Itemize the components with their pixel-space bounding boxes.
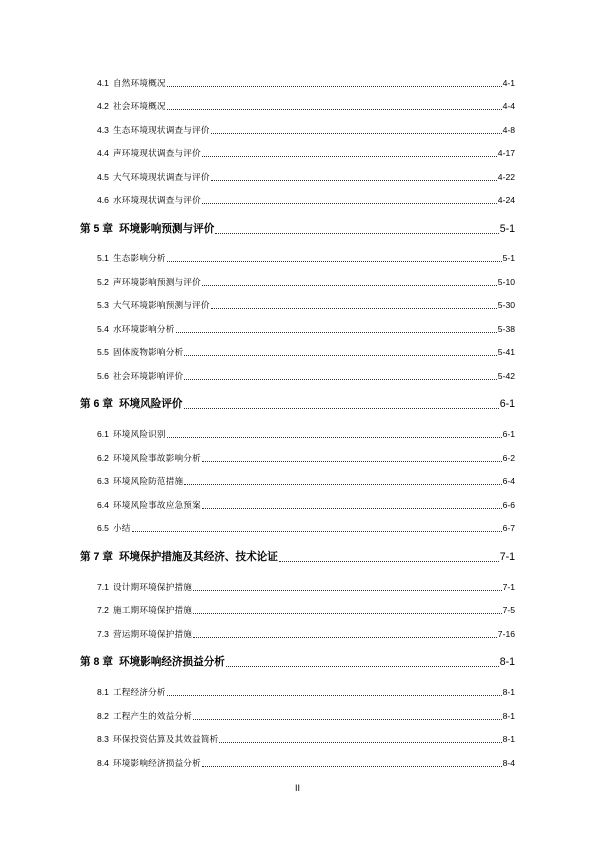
toc-entry-title: 声环境现状调查与评价 <box>112 149 201 159</box>
toc-entry[interactable] <box>97 733 515 745</box>
toc-dot-leader <box>193 583 501 593</box>
toc-entry-title: 营运期环境保护措施 <box>112 630 193 640</box>
toc-entry-page: 8-1 <box>502 687 515 697</box>
toc-entry-page: 7-5 <box>502 605 515 615</box>
toc-entry[interactable] <box>97 100 515 112</box>
toc-entry[interactable] <box>97 686 515 698</box>
toc-entry-page: 8-1 <box>502 734 515 744</box>
toc-chapter-page: 6-1 <box>499 398 515 410</box>
toc-entry-page: 5-1 <box>502 253 515 263</box>
toc-dot-leader <box>211 301 497 311</box>
toc-chapter-number: 第 5 章 <box>80 223 113 235</box>
toc-dot-leader <box>202 278 497 288</box>
toc-entry[interactable] <box>97 276 515 288</box>
toc-entry-page: 4-8 <box>502 125 515 135</box>
toc-chapter-title: 环境影响经济损益分析 <box>118 656 225 668</box>
toc-entry-title: 水环境现状调查与评价 <box>112 196 201 206</box>
toc-entry-title: 固体废物影响分析 <box>112 348 184 358</box>
toc-entry[interactable] <box>97 757 515 769</box>
toc-entry-number: 6.5 <box>97 523 109 533</box>
toc-entry-number: 5.4 <box>97 324 109 334</box>
toc-entry[interactable] <box>97 370 515 382</box>
toc-entry-page: 7-16 <box>497 629 515 639</box>
toc-entry-number: 6.2 <box>97 453 109 463</box>
toc-entry[interactable] <box>97 194 515 206</box>
toc-entry-number: 8.2 <box>97 711 109 721</box>
toc-entry-number: 8.1 <box>97 687 109 697</box>
toc-entry[interactable] <box>97 428 515 440</box>
toc-entry-number: 5.3 <box>97 300 109 310</box>
toc-entry[interactable] <box>97 299 515 311</box>
toc-chapter-title: 环境保护措施及其经济、技术论证 <box>118 551 278 563</box>
toc-entry[interactable] <box>97 499 515 511</box>
toc-entry[interactable] <box>97 475 515 487</box>
toc-dot-leader <box>202 759 502 769</box>
toc-entry-number: 4.2 <box>97 101 109 111</box>
toc-entry-number: 8.4 <box>97 758 109 768</box>
toc-entry-page: 5-41 <box>497 347 515 357</box>
toc-entry-page: 6-4 <box>502 476 515 486</box>
toc-dot-leader <box>219 735 501 745</box>
toc-entry-page: 8-1 <box>502 711 515 721</box>
toc-entry-page: 4-24 <box>497 195 515 205</box>
toc-entry-number: 4.6 <box>97 195 109 205</box>
toc-entry-title: 环境风险事故影响分析 <box>112 454 201 464</box>
toc-dot-leader <box>167 430 502 440</box>
toc-entry-title: 工程产生的效益分析 <box>112 712 193 722</box>
toc-entry-title: 生态影响分析 <box>112 254 166 264</box>
toc-entry-number: 6.4 <box>97 500 109 510</box>
toc-entry-number: 6.3 <box>97 476 109 486</box>
toc-entry-title: 小结 <box>112 524 131 534</box>
toc-entry-page: 4-22 <box>497 172 515 182</box>
toc-entry[interactable] <box>97 522 515 534</box>
toc-entry-title: 环保投资估算及其效益简析 <box>112 735 219 745</box>
toc-dot-leader <box>202 149 497 159</box>
toc-chapter-page: 7-1 <box>499 551 515 563</box>
toc-entry[interactable] <box>97 346 515 358</box>
toc-entry-title: 自然环境概况 <box>112 79 166 89</box>
toc-chapter-title: 环境风险评价 <box>118 398 183 410</box>
toc-entry[interactable] <box>97 452 515 464</box>
toc-dot-leader <box>211 126 502 136</box>
toc-entry-title: 环境风险事故应急预案 <box>112 501 201 511</box>
toc-dot-leader <box>132 524 502 534</box>
toc-entry-title: 社会环境影响评价 <box>112 372 184 382</box>
toc-dot-leader <box>184 348 496 358</box>
toc-entry-title: 施工期环境保护措施 <box>112 606 193 616</box>
toc-entry[interactable] <box>97 252 515 264</box>
toc-entry[interactable] <box>97 604 515 616</box>
toc-chapter-entry[interactable] <box>80 655 515 669</box>
toc-entry-title: 环境风险防范措施 <box>112 477 184 487</box>
toc-entry-page: 4-1 <box>502 78 515 88</box>
page-number-footer: II <box>294 783 300 793</box>
toc-dot-leader <box>202 196 497 206</box>
toc-dot-leader <box>202 501 502 511</box>
toc-entry-page: 6-6 <box>502 500 515 510</box>
toc-entry-page: 5-30 <box>497 300 515 310</box>
toc-chapter-number: 第 7 章 <box>80 551 113 563</box>
toc-dot-leader <box>167 102 502 112</box>
toc-chapter-number: 第 6 章 <box>80 398 113 410</box>
toc-entry[interactable] <box>97 710 515 722</box>
toc-entry[interactable] <box>97 323 515 335</box>
toc-chapter-title: 环境影响预测与评价 <box>118 223 215 235</box>
toc-chapter-page: 8-1 <box>499 656 515 668</box>
toc-dot-leader <box>202 454 502 464</box>
toc-entry[interactable] <box>97 77 515 89</box>
toc-dot-leader <box>176 325 497 335</box>
toc-entry[interactable] <box>97 628 515 640</box>
toc-entry-page: 7-1 <box>502 582 515 592</box>
toc-entry-number: 4.3 <box>97 125 109 135</box>
toc-entry-title: 水环境影响分析 <box>112 325 175 335</box>
toc-entry-title: 生态环境现状调查与评价 <box>112 126 210 136</box>
toc-entry-page: 6-1 <box>502 429 515 439</box>
toc-chapter-entry[interactable] <box>80 222 515 236</box>
toc-entry[interactable] <box>97 147 515 159</box>
toc-dot-leader <box>193 630 497 640</box>
toc-entry-number: 7.1 <box>97 582 109 592</box>
toc-dot-leader <box>211 173 497 183</box>
toc-entry-title: 工程经济分析 <box>112 688 166 698</box>
toc-dot-leader <box>215 224 498 236</box>
toc-dot-leader <box>167 254 502 264</box>
toc-dot-leader <box>184 399 499 411</box>
toc-entry-number: 5.1 <box>97 253 109 263</box>
toc-entry-page: 4-17 <box>497 148 515 158</box>
toc-entry-page: 6-2 <box>502 453 515 463</box>
toc-entry-page: 6-7 <box>502 523 515 533</box>
toc-dot-leader <box>279 552 499 564</box>
toc-entry-number: 7.2 <box>97 605 109 615</box>
toc-chapter-number: 第 8 章 <box>80 656 113 668</box>
toc-entry-title: 大气环境现状调查与评价 <box>112 173 210 183</box>
toc-entry-page: 5-38 <box>497 324 515 334</box>
toc-entry-title: 设计期环境保护措施 <box>112 583 193 593</box>
toc-entry[interactable] <box>97 124 515 136</box>
toc-dot-leader <box>226 657 499 669</box>
toc-entry-number: 8.3 <box>97 734 109 744</box>
toc-entry-number: 7.3 <box>97 629 109 639</box>
toc-entry[interactable] <box>97 581 515 593</box>
toc-dot-leader <box>193 606 501 616</box>
toc-entry[interactable] <box>97 171 515 183</box>
toc-entry-number: 5.6 <box>97 371 109 381</box>
toc-entry-page: 5-10 <box>497 277 515 287</box>
toc-dot-leader <box>193 712 501 722</box>
toc-dot-leader <box>167 79 502 89</box>
toc-chapter-page: 5-1 <box>499 223 515 235</box>
toc-entry-page: 5-42 <box>497 371 515 381</box>
toc-entry-number: 4.5 <box>97 172 109 182</box>
toc-entry-number: 4.4 <box>97 148 109 158</box>
toc-dot-leader <box>184 477 501 487</box>
toc-chapter-entry[interactable] <box>80 397 515 411</box>
toc-entry-title: 环境风险识别 <box>112 430 166 440</box>
toc-entry-title: 社会环境概况 <box>112 102 166 112</box>
toc-chapter-entry[interactable] <box>80 550 515 564</box>
toc-dot-leader <box>184 372 496 382</box>
toc-entry-number: 5.2 <box>97 277 109 287</box>
toc-entry-page: 8-4 <box>502 758 515 768</box>
toc-entry-number: 4.1 <box>97 78 109 88</box>
toc-entry-page: 4-4 <box>502 101 515 111</box>
toc-entry-title: 环境影响经济损益分析 <box>112 759 201 769</box>
toc-dot-leader <box>167 688 502 698</box>
toc-entry-title: 大气环境影响预测与评价 <box>112 301 210 311</box>
toc-entry-number: 6.1 <box>97 429 109 439</box>
toc-entry-title: 声环境影响预测与评价 <box>112 278 201 288</box>
toc-entry-number: 5.5 <box>97 347 109 357</box>
